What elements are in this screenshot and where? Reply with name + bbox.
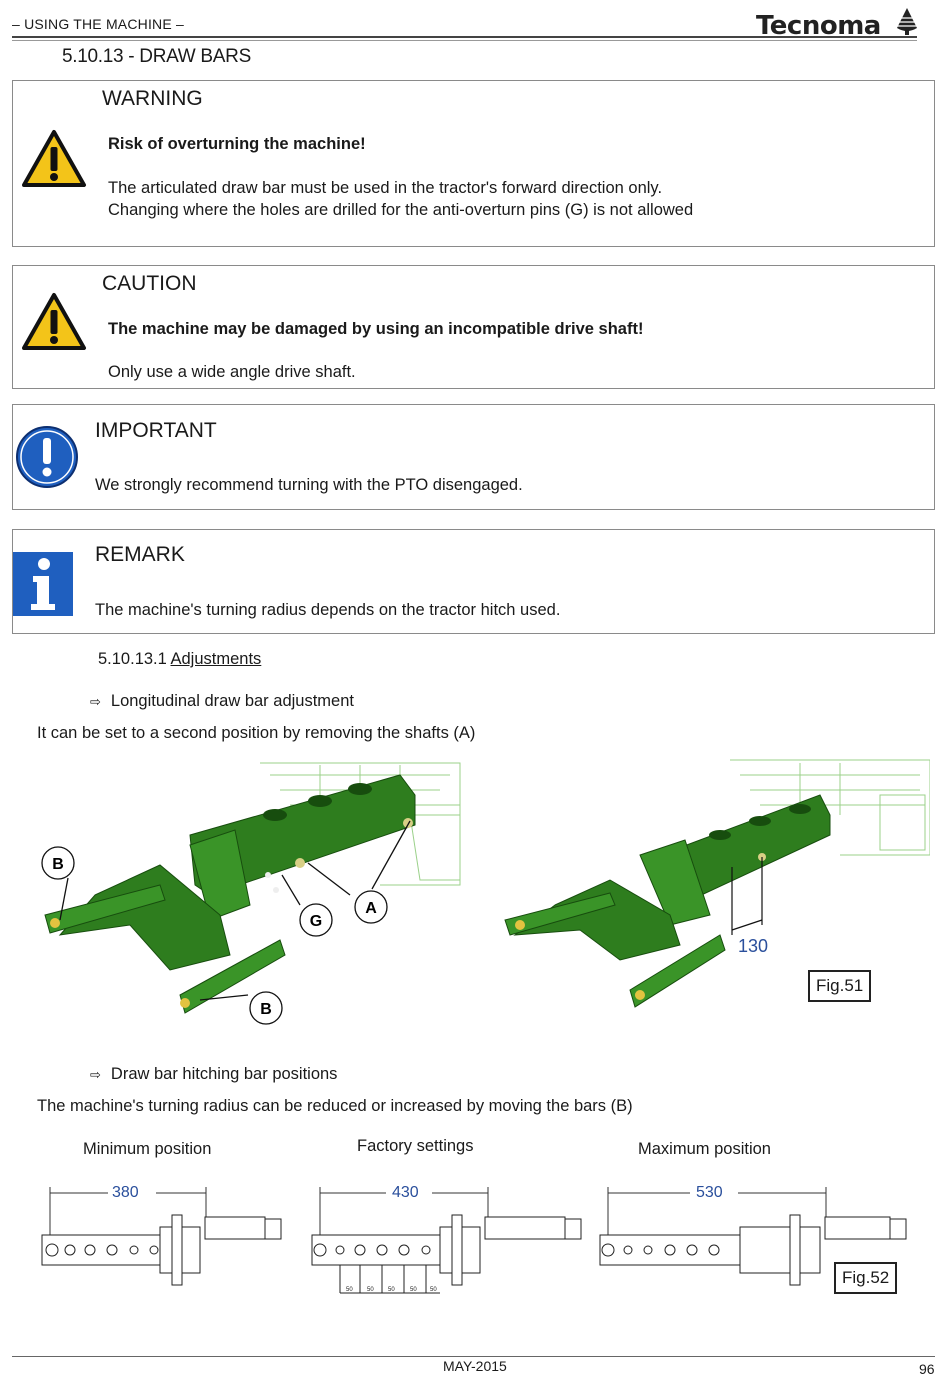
caption-factory: Factory settings	[357, 1137, 474, 1155]
dimension-430: 430	[392, 1184, 419, 1201]
warning-box	[12, 80, 935, 247]
warning-triangle-icon	[21, 129, 87, 189]
bullet-hitching	[90, 1065, 337, 1084]
fig51-label: Fig.51	[808, 970, 871, 1002]
info-icon	[13, 552, 73, 616]
draw-bar-right	[505, 795, 830, 1007]
bullet-hitching-label: Draw bar hitching bar positions	[110, 1065, 338, 1083]
warning-triangle-icon	[21, 292, 87, 352]
pine-cone-icon	[893, 6, 921, 36]
callout-b-bottom: B	[260, 1001, 272, 1018]
bullet-longitudinal-label: Longitudinal draw bar adjustment	[110, 692, 354, 710]
fig51-illustration	[20, 755, 930, 1040]
dimension-130: 130	[738, 936, 769, 956]
bullet-longitudinal	[90, 692, 354, 711]
caution-line-1: Only use a wide angle drive shaft.	[108, 363, 356, 381]
draw-bar-left	[45, 775, 415, 1013]
callout-g: G	[309, 913, 323, 930]
footer-date: MAY-2015	[443, 1358, 507, 1374]
header-rule	[12, 36, 917, 38]
caution-box	[12, 265, 935, 389]
arrow-right-icon: ⇨	[90, 695, 101, 710]
svg-text:50: 50	[430, 1287, 437, 1293]
brand-name: Tecnoma	[756, 11, 881, 41]
subsection-title: Adjustments	[170, 650, 262, 668]
warning-line-2: Changing where the holes are drilled for the anti-overturn pins (G) is not allowed	[108, 201, 694, 219]
svg-text:50: 50	[388, 1287, 395, 1293]
subsection-number: 5.10.13.1	[98, 650, 171, 668]
running-header: – USING THE MACHINE –	[12, 16, 184, 32]
exclamation-circle-icon	[15, 425, 79, 489]
callout-b-top: B	[52, 856, 64, 873]
dimension-380: 380	[112, 1184, 139, 1201]
longitudinal-text: It can be set to a second position by removing the shafts (A)	[37, 724, 476, 742]
caution-headline: The machine may be damaged by using an incompatible drive shaft!	[108, 320, 644, 338]
remark-line-1: The machine's turning radius depends on the tractor hitch used.	[95, 601, 561, 619]
important-box	[12, 404, 935, 510]
warning-headline: Risk of overturning the machine!	[108, 135, 366, 153]
header-rule-thin	[12, 40, 917, 41]
caution-title: CAUTION	[102, 272, 197, 295]
section-title: 5.10.13 - DRAW BARS	[62, 46, 251, 67]
dimension-530: 530	[696, 1184, 723, 1201]
page-number: 96	[919, 1361, 935, 1377]
important-line-1: We strongly recommend turning with the PTO disengaged.	[95, 476, 523, 494]
caption-maximum: Maximum position	[638, 1140, 771, 1158]
fig52-illustration	[30, 1175, 910, 1305]
hitch-bar-factory	[312, 1215, 581, 1293]
important-title: IMPORTANT	[95, 419, 217, 442]
footer-rule	[12, 1356, 935, 1357]
remark-title: REMARK	[95, 543, 185, 566]
hitching-text: The machine's turning radius can be reduced or increased by moving the bars (B)	[37, 1097, 633, 1115]
caption-minimum: Minimum position	[83, 1140, 212, 1158]
remark-box	[12, 529, 935, 634]
fig52-label: Fig.52	[834, 1262, 897, 1294]
callout-a: A	[365, 900, 377, 917]
arrow-right-icon: ⇨	[90, 1068, 101, 1083]
hitch-bar-minimum	[42, 1215, 281, 1285]
subsection-heading	[98, 650, 261, 669]
svg-text:50: 50	[346, 1287, 353, 1293]
warning-line-1: The articulated draw bar must be used in the tractor's forward direction only.	[108, 179, 663, 197]
warning-title: WARNING	[102, 87, 203, 110]
svg-text:50: 50	[410, 1287, 417, 1293]
svg-text:50: 50	[367, 1287, 374, 1293]
